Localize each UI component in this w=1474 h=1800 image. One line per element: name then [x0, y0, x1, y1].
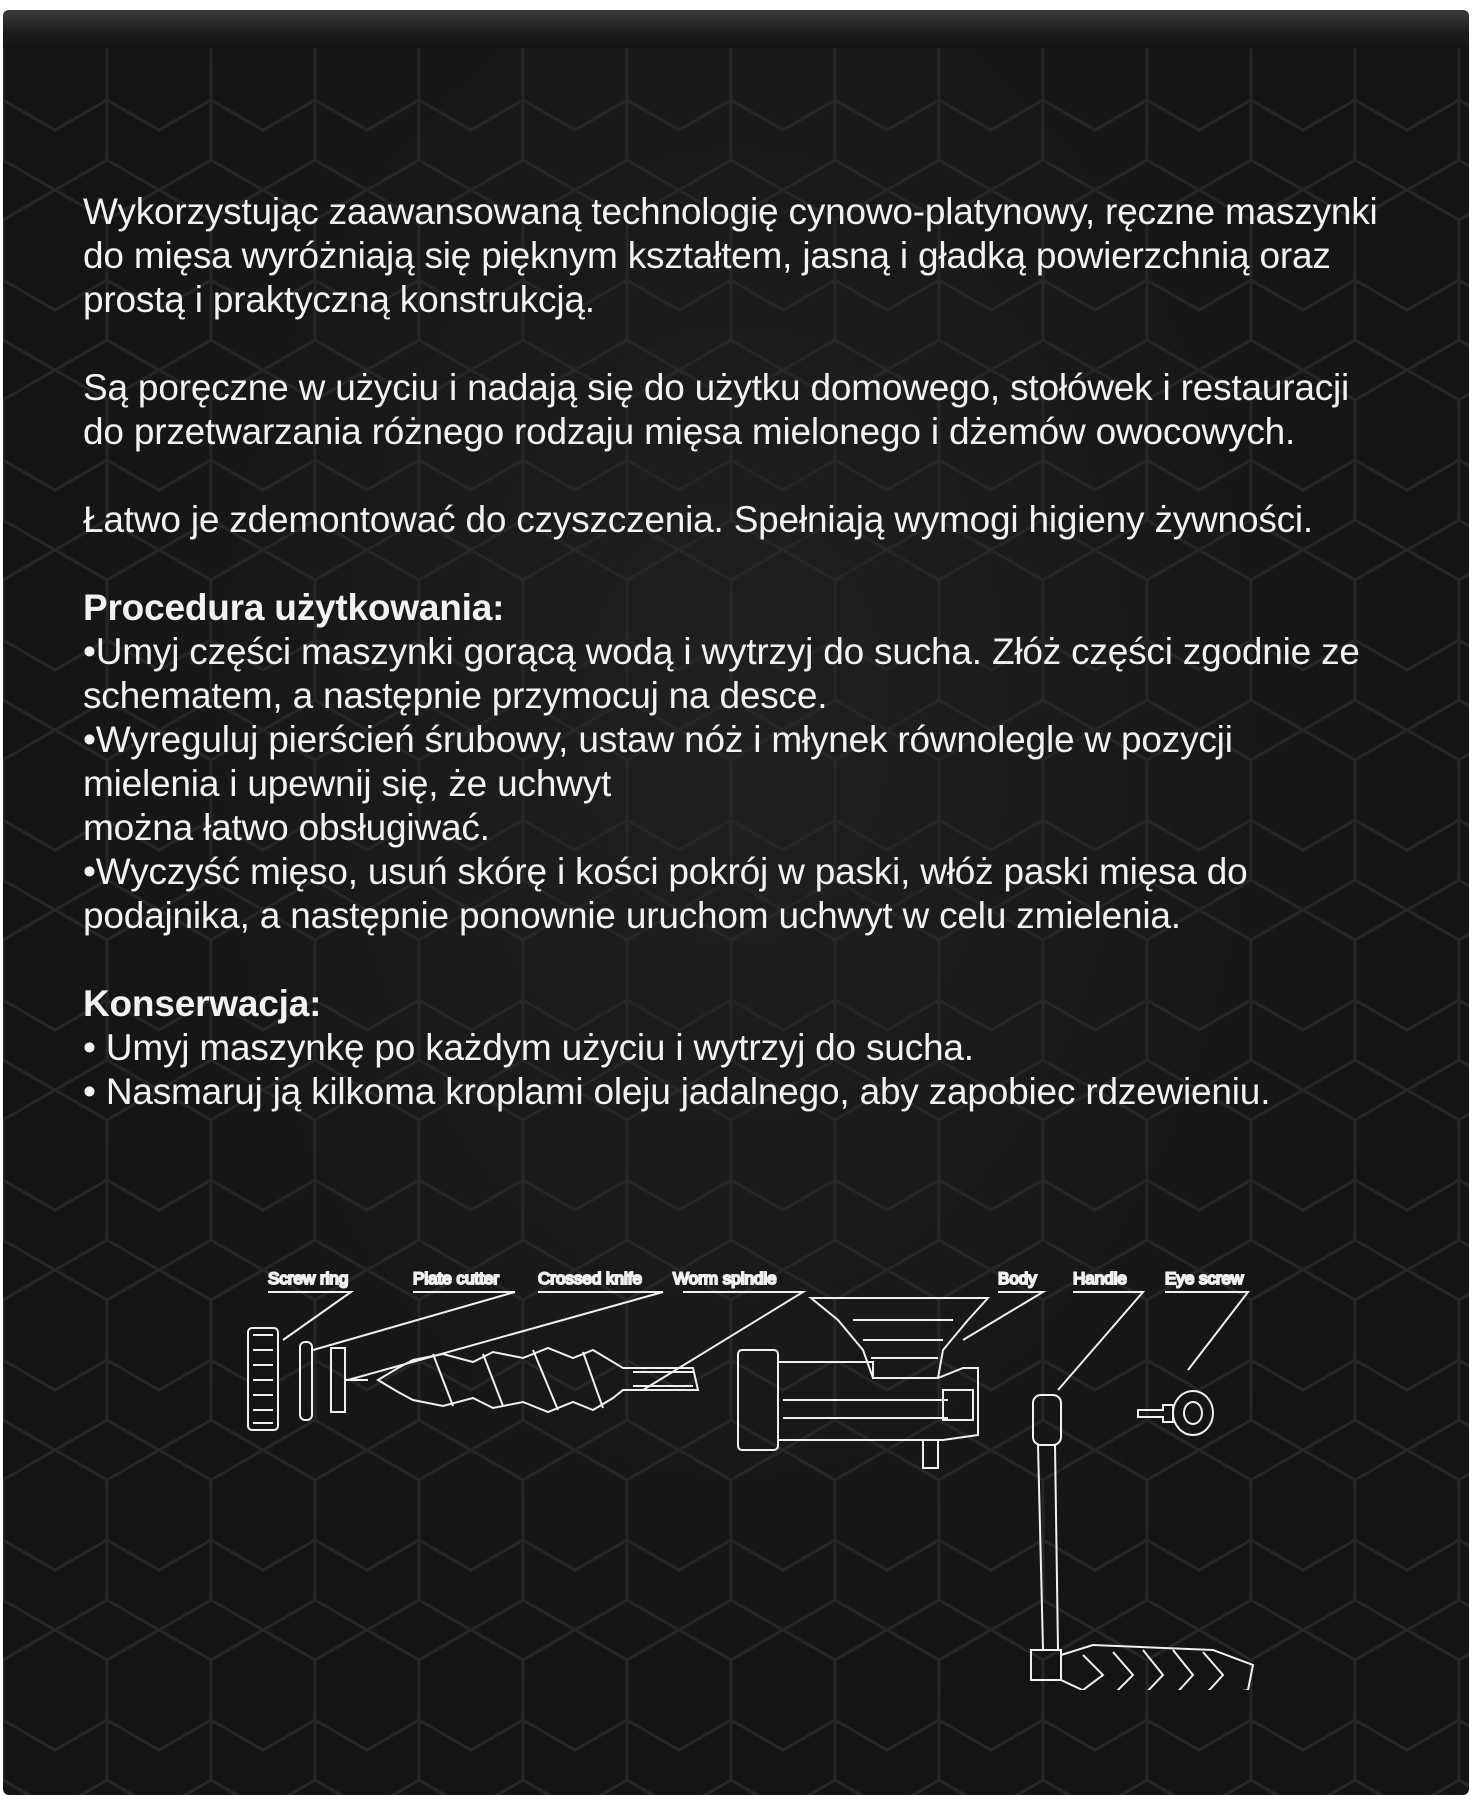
label-plate-cutter: Plate cutter	[413, 1269, 499, 1288]
crossed-knife-part	[331, 1348, 368, 1412]
label-body: Body	[998, 1269, 1037, 1288]
text-line: do mięsa wyróżniają się pięknym kształtem, jasną i gładką powierzchnią oraz	[83, 235, 1331, 276]
usage-line: podajnika, a następnie ponownie uruchom uchwyt w celu zmielenia.	[83, 895, 1181, 936]
box-top-edge	[3, 10, 1469, 48]
label-crossed-knife: Crossed knife	[538, 1269, 642, 1288]
usage-line: mielenia i upewnij się, że uchwyt	[83, 763, 612, 804]
usage-line: •Wyreguluj pierścień śrubowy, ustaw nóż i młynek równolegle w pozycji	[83, 719, 1233, 760]
leader-screw-ring	[268, 1292, 351, 1340]
maintenance-section	[83, 982, 1453, 1114]
usage-line: •Wyczyść mięso, usuń skórę i kości pokrój w paski, włóż paski mięsa do	[83, 851, 1248, 892]
text-line: prostą i praktyczną konstrukcją.	[83, 279, 595, 320]
label-eye-screw: Eye screw	[1165, 1269, 1244, 1288]
leader-eye-screw	[1165, 1292, 1248, 1370]
usage-line: •Umyj części maszynki gorącą wodą i wytrzyj do sucha. Złóż części zgodnie ze	[83, 631, 1360, 672]
packaging-panel	[3, 10, 1469, 1795]
grinder-body-part	[738, 1298, 988, 1468]
label-screw-ring: Screw ring	[268, 1269, 349, 1288]
description-text	[83, 190, 1453, 1158]
usage-section	[83, 586, 1453, 938]
screw-ring-part	[248, 1328, 278, 1430]
leader-crossed-knife	[348, 1292, 663, 1380]
cleaning-paragraph	[83, 498, 1453, 542]
usage-scope-paragraph	[83, 366, 1453, 454]
label-handle: Handle	[1073, 1269, 1127, 1288]
usage-heading: Procedura użytkowania:	[83, 587, 505, 628]
plate-cutter-part	[300, 1342, 312, 1420]
text-line: Wykorzystując zaawansowaną technologię cynowo-platynowy, ręczne maszynki	[83, 191, 1378, 232]
text-line: Łatwo je zdemontować do czyszczenia. Spełniają wymogi higieny żywności.	[83, 499, 1314, 540]
maintenance-line: • Nasmaruj ją kilkoma kroplami oleju jadalnego, aby zapobiec rdzewieniu.	[83, 1071, 1271, 1112]
label-worm-spindle: Worm spindle	[673, 1269, 777, 1288]
usage-line: schematem, a następnie przymocuj na desce.	[83, 675, 828, 716]
maintenance-line: • Umyj maszynkę po każdym użyciu i wytrzyj do sucha.	[83, 1027, 974, 1068]
worm-spindle-part	[378, 1348, 698, 1412]
text-line: Są poręczne w użyciu i nadają się do użytku domowego, stołówek i restauracji	[83, 367, 1350, 408]
handle-part	[1031, 1395, 1253, 1690]
text-line: do przetwarzania różnego rodzaju mięsa mielonego i dżemów owocowych.	[83, 411, 1296, 452]
usage-line: można łatwo obsługiwać.	[83, 807, 490, 848]
maintenance-heading: Konserwacja:	[83, 983, 322, 1024]
eye-screw-part	[1138, 1391, 1213, 1435]
meat-grinder-parts-diagram	[3, 1250, 1469, 1690]
intro-paragraph	[83, 190, 1453, 322]
leader-body	[963, 1292, 1043, 1340]
leader-handle	[1058, 1292, 1143, 1390]
